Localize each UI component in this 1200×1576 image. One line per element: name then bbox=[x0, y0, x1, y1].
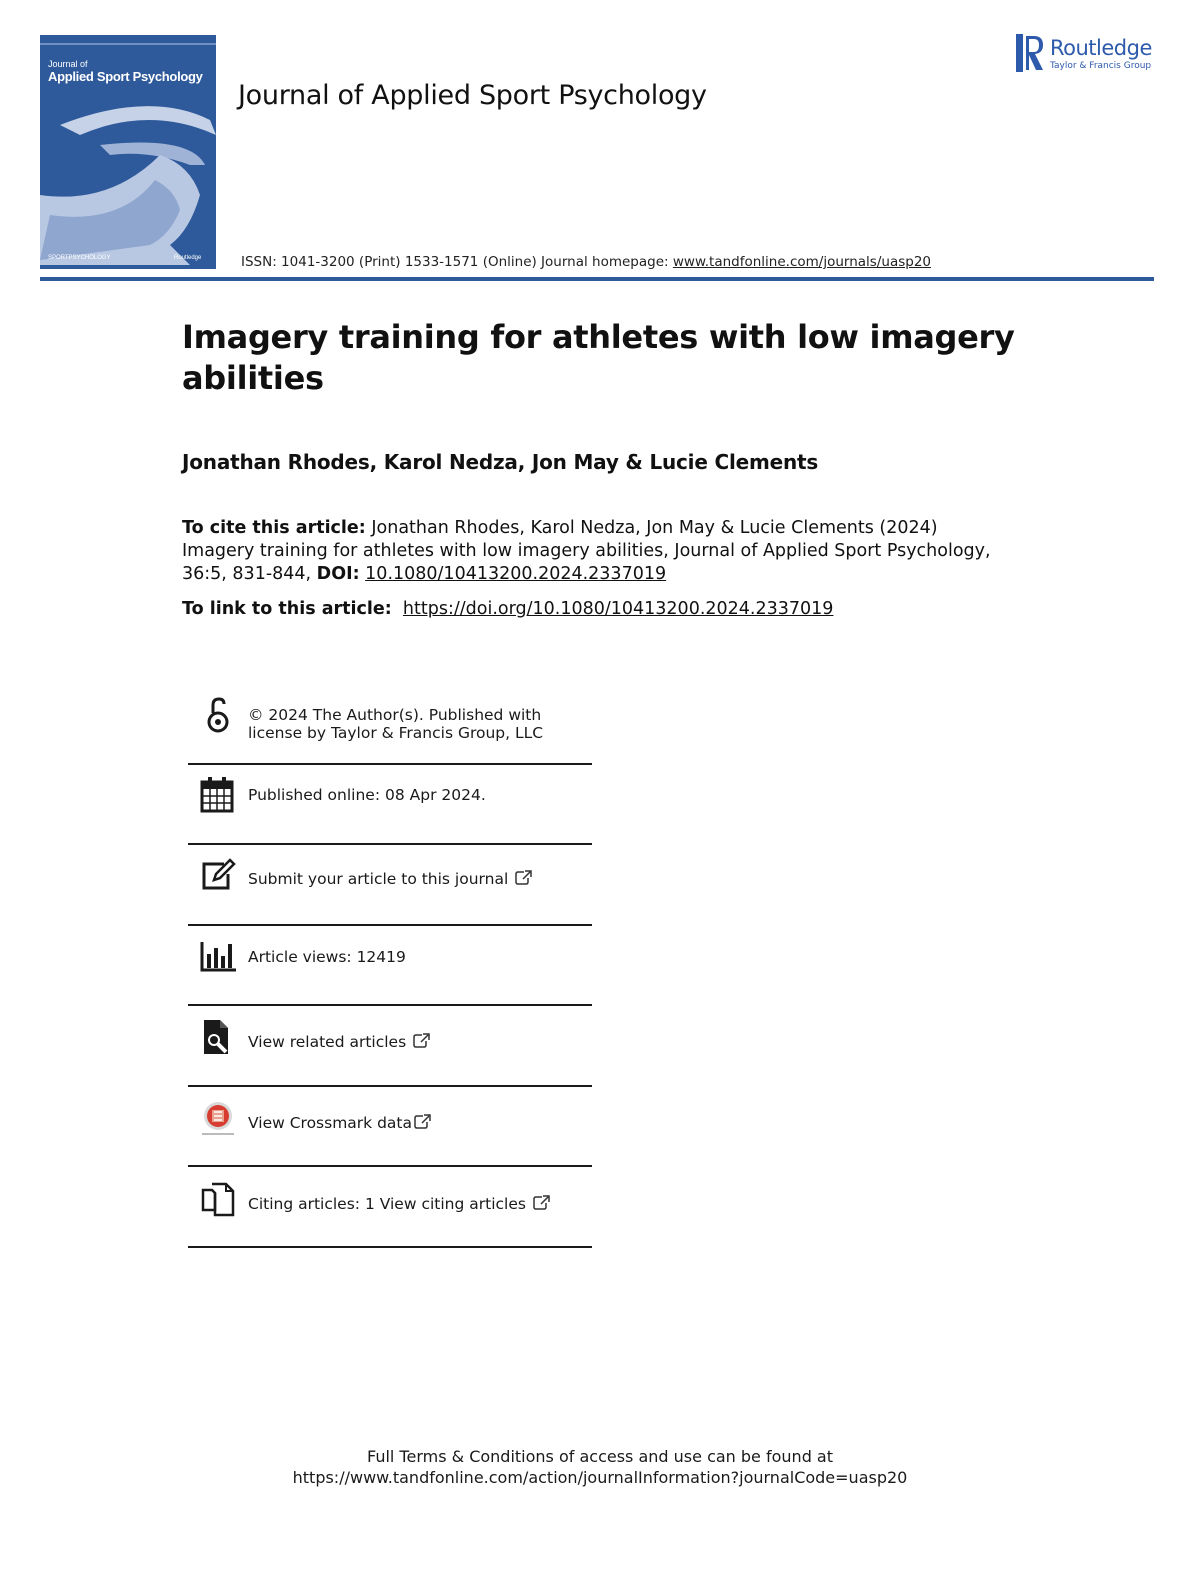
crossmark-row[interactable] bbox=[188, 1100, 592, 1150]
article-url-link[interactable]: https://doi.org/10.1080/10413200.2024.2337019 bbox=[402, 599, 834, 619]
article-link-line bbox=[182, 599, 833, 619]
submit-label: Submit your article to this journal bbox=[248, 870, 509, 888]
issn-text: ISSN: 1041-3200 (Print) 1533-1571 (Online) Journal homepage: bbox=[241, 254, 673, 270]
terms-url[interactable]: https://www.tandfonline.com/action/journalInformation?journalCode=uasp20 bbox=[292, 1468, 908, 1487]
external-link-icon bbox=[412, 1033, 430, 1049]
cover-footer bbox=[48, 255, 208, 263]
cite-label: To cite this article: bbox=[182, 518, 366, 538]
edit-icon bbox=[200, 856, 236, 894]
issn-line bbox=[241, 254, 931, 270]
cover-small-text: Journal of bbox=[48, 59, 88, 69]
crossmark-text[interactable] bbox=[248, 1114, 431, 1132]
citing-text[interactable] bbox=[248, 1195, 550, 1213]
cover-footer-left: SPORTPSYCHOLOGY bbox=[48, 255, 111, 261]
article-authors: Jonathan Rhodes, Karol Nedza, Jon May & Lucie Clements bbox=[182, 450, 819, 474]
citing-row[interactable] bbox=[188, 1180, 592, 1230]
submit-text[interactable] bbox=[248, 870, 532, 888]
header-divider bbox=[40, 277, 1154, 281]
article-title: Imagery training for athletes with low imagery abilities bbox=[182, 318, 1015, 397]
license-line-1: © 2024 The Author(s). Published with bbox=[248, 706, 542, 724]
cover-top-bar bbox=[40, 43, 216, 45]
external-link-icon bbox=[514, 870, 532, 886]
publisher-subtitle: Taylor & Francis Group bbox=[1050, 61, 1152, 71]
routledge-r-icon bbox=[1016, 34, 1044, 72]
journal-homepage-link[interactable]: www.tandfonline.com/journals/uasp20 bbox=[672, 254, 931, 270]
journal-cover-image bbox=[40, 35, 216, 269]
related-text[interactable] bbox=[248, 1033, 430, 1051]
info-divider bbox=[188, 1085, 592, 1087]
terms-line-1: Full Terms & Conditions of access and use can be found at bbox=[366, 1447, 834, 1466]
doi-label: DOI: bbox=[316, 564, 360, 584]
license-row bbox=[188, 694, 592, 754]
bar-chart-icon bbox=[200, 938, 236, 976]
info-divider bbox=[188, 1165, 592, 1167]
views-row bbox=[188, 938, 592, 988]
cover-footer-right: Routledge bbox=[174, 255, 202, 261]
calendar-icon bbox=[200, 776, 236, 814]
related-row[interactable] bbox=[188, 1018, 592, 1068]
publisher-logo[interactable] bbox=[1016, 34, 1156, 76]
crossmark-icon bbox=[200, 1100, 236, 1138]
cover-title-text: Applied Sport Psychology bbox=[48, 69, 203, 84]
published-text: Published online: 08 Apr 2024. bbox=[248, 786, 486, 804]
info-divider bbox=[188, 1246, 592, 1248]
info-divider bbox=[188, 924, 592, 926]
open-access-icon bbox=[200, 696, 236, 734]
info-divider bbox=[188, 843, 592, 845]
journal-name: Journal of Applied Sport Psychology bbox=[238, 80, 707, 111]
link-label: To link to this article: bbox=[182, 599, 392, 619]
publisher-name: Routledge bbox=[1050, 36, 1152, 60]
submit-row[interactable] bbox=[188, 856, 592, 906]
crossmark-label: View Crossmark data bbox=[248, 1114, 412, 1132]
info-divider bbox=[188, 1004, 592, 1006]
citation-block bbox=[182, 517, 1012, 586]
cite-text: Jonathan Rhodes, Karol Nedza, Jon May & Lucie Clements (2024) Imagery training for athletes with low imagery abilities, Journal of Applied Sport Psychology, 36:5, 831-844, bbox=[182, 518, 991, 584]
cover-profile-art bbox=[40, 95, 216, 265]
related-label: View related articles bbox=[248, 1033, 407, 1051]
doi-link[interactable]: 10.1080/10413200.2024.2337019 bbox=[365, 564, 667, 584]
external-link-icon bbox=[413, 1114, 431, 1130]
citing-label: Citing articles: 1 View citing articles bbox=[248, 1195, 526, 1213]
views-text: Article views: 12419 bbox=[248, 948, 406, 966]
published-row bbox=[188, 776, 592, 826]
document-search-icon bbox=[200, 1018, 236, 1056]
license-text bbox=[248, 706, 543, 742]
external-link-icon bbox=[532, 1195, 550, 1211]
terms-footer bbox=[0, 1446, 1200, 1488]
license-line-2: license by Taylor & Francis Group, LLC bbox=[248, 724, 544, 742]
copy-documents-icon bbox=[200, 1180, 236, 1218]
info-divider bbox=[188, 763, 592, 765]
